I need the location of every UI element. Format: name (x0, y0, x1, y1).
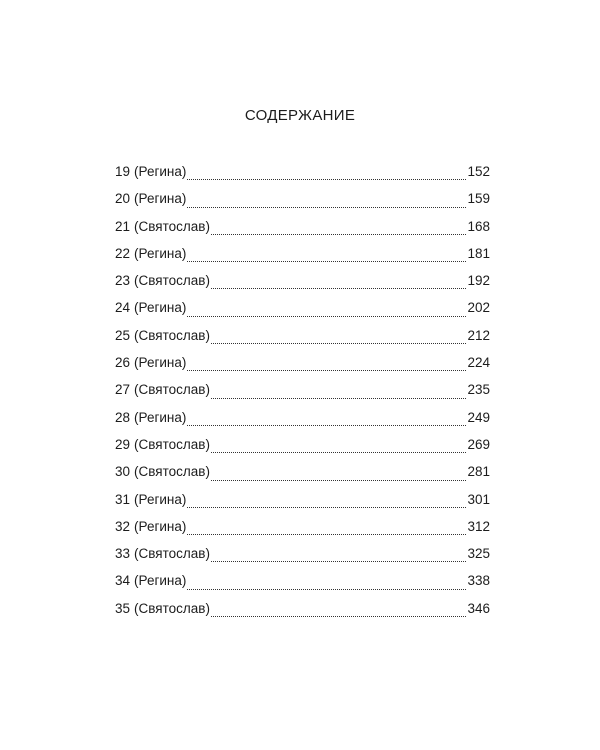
toc-entry (115, 162, 490, 189)
dot-leader (187, 589, 466, 590)
dot-leader (187, 370, 466, 371)
page-number: 281 (467, 464, 490, 480)
page-number: 338 (467, 573, 490, 589)
chapter-number: 25 (115, 327, 131, 343)
toc-list (115, 162, 490, 626)
toc-entry (115, 490, 490, 517)
chapter-title: (Регина) (134, 573, 187, 589)
dot-leader (187, 425, 466, 426)
page-number: 224 (467, 355, 490, 371)
page-number: 152 (467, 164, 490, 179)
page-number: 269 (467, 436, 490, 452)
chapter-title: (Регина) (134, 191, 187, 207)
dot-leader (211, 616, 467, 617)
toc-entry (115, 462, 490, 489)
chapter-number: 27 (115, 382, 131, 398)
toc-entry (115, 380, 490, 407)
dot-leader (187, 507, 466, 508)
page-number: 192 (467, 273, 490, 289)
toc-entry (115, 353, 490, 380)
page-number: 159 (467, 191, 490, 207)
toc-entry (115, 599, 490, 626)
page-number: 312 (467, 518, 490, 534)
toc-entry (115, 408, 490, 435)
page-number: 181 (467, 245, 490, 261)
chapter-title: (Регина) (134, 164, 187, 179)
toc-entry (115, 189, 490, 216)
chapter-title: (Регина) (134, 355, 187, 371)
toc-entry (115, 298, 490, 325)
dot-leader (187, 261, 466, 262)
page-number: 325 (467, 546, 490, 562)
chapter-title: (Святослав) (134, 546, 210, 562)
chapter-number: 32 (115, 518, 131, 534)
page-number: 346 (467, 600, 490, 616)
page-number: 202 (467, 300, 490, 316)
chapter-title: (Регина) (134, 300, 187, 316)
dot-leader (211, 561, 467, 562)
chapter-number: 23 (115, 273, 131, 289)
chapter-number: 26 (115, 355, 131, 371)
dot-leader (187, 534, 466, 535)
page-number: 212 (467, 327, 490, 343)
toc-entry (115, 271, 490, 298)
toc-entry (115, 435, 490, 462)
chapter-title: (Регина) (134, 518, 187, 534)
page-number: 249 (467, 409, 490, 425)
chapter-number: 24 (115, 300, 131, 316)
chapter-number: 31 (115, 491, 131, 507)
toc-entry (115, 571, 490, 598)
dot-leader (187, 179, 466, 180)
chapter-title: (Регина) (134, 409, 187, 425)
chapter-title: (Святослав) (134, 327, 210, 343)
chapter-number: 28 (115, 409, 131, 425)
dot-leader (211, 452, 467, 453)
page-number: 301 (467, 491, 490, 507)
toc-entry (115, 326, 490, 353)
dot-leader (211, 234, 467, 235)
toc-entry (115, 217, 490, 244)
toc-entry (115, 244, 490, 271)
toc-heading: СОДЕРЖАНИЕ (244, 107, 356, 124)
toc-entry (115, 517, 490, 544)
chapter-number: 35 (115, 600, 131, 616)
dot-leader (211, 288, 467, 289)
dot-leader (211, 480, 467, 481)
dot-leader (211, 343, 467, 344)
dot-leader (187, 207, 466, 208)
page-number: 168 (467, 218, 490, 234)
chapter-number: 33 (115, 546, 131, 562)
chapter-title: (Святослав) (134, 464, 210, 480)
dot-leader (187, 316, 466, 317)
chapter-number: 34 (115, 573, 131, 589)
chapter-number: 29 (115, 436, 131, 452)
chapter-number: 20 (115, 191, 131, 207)
chapter-number: 22 (115, 245, 131, 261)
chapter-title: (Регина) (134, 245, 187, 261)
chapter-number: 21 (115, 218, 131, 234)
chapter-title: (Святослав) (134, 600, 210, 616)
chapter-number: 30 (115, 464, 131, 480)
chapter-title: (Святослав) (134, 218, 210, 234)
chapter-title: (Регина) (134, 491, 187, 507)
page-number: 235 (467, 382, 490, 398)
chapter-title: (Святослав) (134, 436, 210, 452)
chapter-title: (Святослав) (134, 273, 210, 289)
chapter-title: (Святослав) (134, 382, 210, 398)
chapter-number: 19 (115, 164, 131, 179)
dot-leader (211, 398, 467, 399)
toc-entry (115, 544, 490, 571)
